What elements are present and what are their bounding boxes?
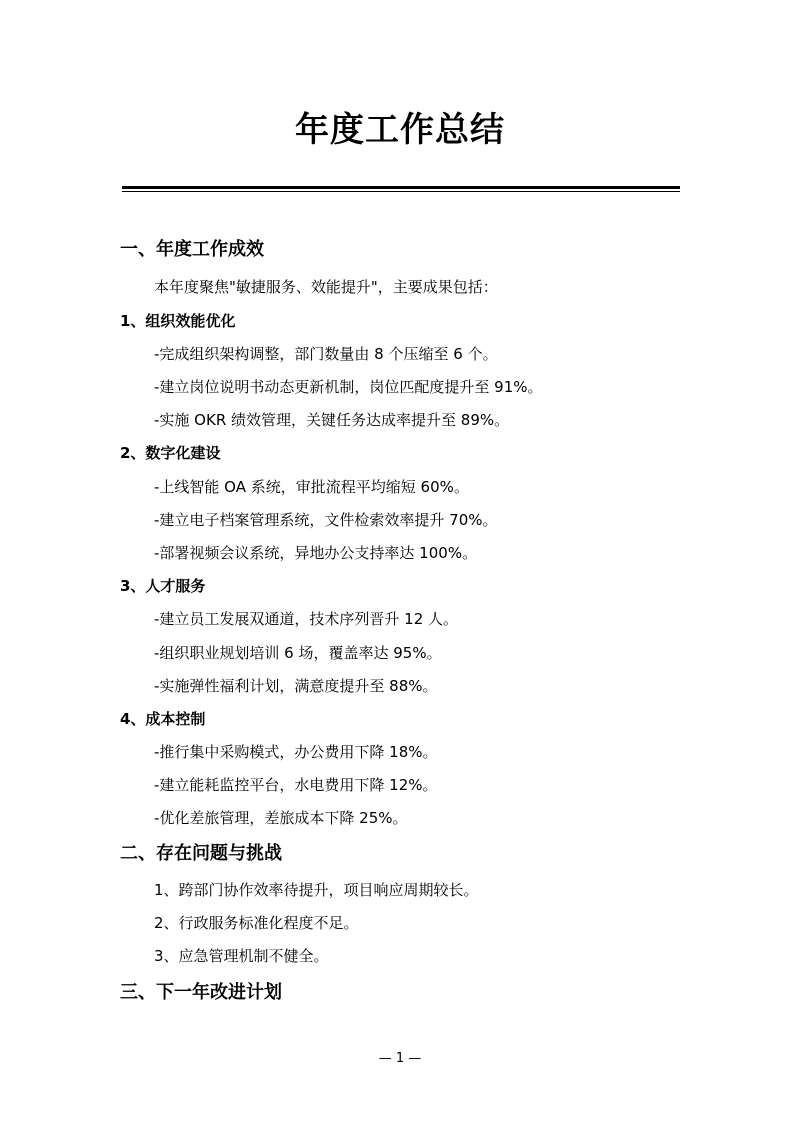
title-divider-thin (122, 191, 680, 192)
list-item: -推行集中采购模式，办公费用下降 18%。 (154, 743, 438, 761)
page-number: — 1 — (378, 1051, 422, 1066)
section-intro: 本年度聚焦"敏捷服务、效能提升"，主要成果包括： (154, 278, 498, 296)
list-item: -完成组织架构调整，部门数量由 8 个压缩至 6 个。 (154, 345, 498, 363)
list-item: -实施弹性福利计划，满意度提升至 88%。 (154, 677, 438, 695)
subsection-heading-org-efficiency: 1、组织效能优化 (120, 312, 236, 330)
document-title: 年度工作总结 (295, 110, 505, 150)
subsection-heading-digitalization: 2、数字化建设 (120, 444, 221, 462)
list-item: -部署视频会议系统，异地办公支持率达 100%。 (154, 544, 478, 562)
section-heading-problems: 二、存在问题与挑战 (120, 843, 282, 864)
subsection-heading-cost-control: 4、成本控制 (120, 710, 206, 728)
subsection-heading-talent-services: 3、人才服务 (120, 577, 206, 595)
list-item: -组织职业规划培训 6 场，覆盖率达 95%。 (154, 644, 442, 662)
title-divider-thick (122, 186, 680, 189)
list-item: -上线智能 OA 系统，审批流程平均缩短 60%。 (154, 478, 469, 496)
list-item: 1、跨部门协作效率待提升，项目响应周期较长。 (154, 881, 479, 899)
list-item: -建立员工发展双通道，技术序列晋升 12 人。 (154, 610, 459, 628)
list-item: -实施 OKR 绩效管理，关键任务达成率提升至 89%。 (154, 411, 510, 429)
list-item: 3、应急管理机制不健全。 (154, 947, 329, 965)
list-item: -建立电子档案管理系统，文件检索效率提升 70%。 (154, 511, 498, 529)
list-item: -建立能耗监控平台，水电费用下降 12%。 (154, 776, 438, 794)
list-item: -优化差旅管理，差旅成本下降 25%。 (154, 809, 408, 827)
section-heading-improvement-plan: 三、下一年改进计划 (120, 982, 282, 1003)
section-heading-achievements: 一、年度工作成效 (120, 239, 264, 260)
list-item: -建立岗位说明书动态更新机制，岗位匹配度提升至 91%。 (154, 378, 543, 396)
list-item: 2、行政服务标准化程度不足。 (154, 914, 359, 932)
